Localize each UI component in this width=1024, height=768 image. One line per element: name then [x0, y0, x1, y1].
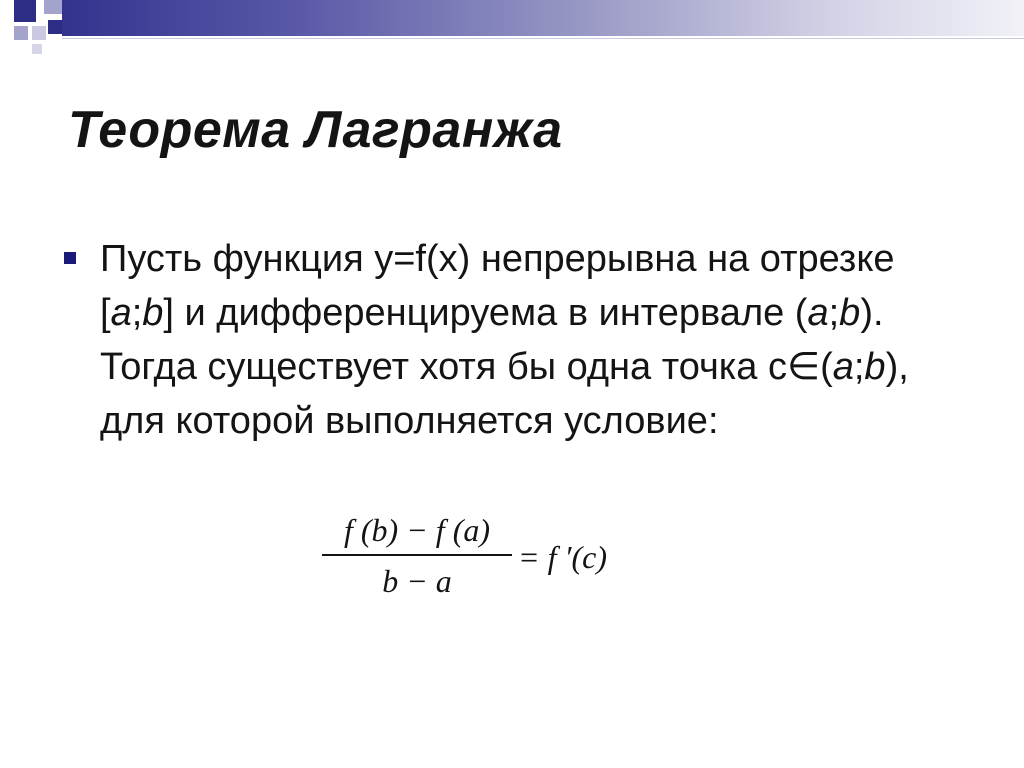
var-a: a: [807, 292, 829, 334]
decor-square: [14, 26, 28, 40]
formula-rhs: = f ′(c): [518, 539, 607, 575]
decor-square: [32, 44, 42, 54]
bullet-square-icon: [64, 252, 76, 264]
bullet-text: [100, 232, 960, 448]
decor-square: [48, 20, 62, 34]
var-b: b: [142, 292, 164, 334]
slide-title: Теорема Лагранжа: [68, 101, 563, 159]
text-segment: ), для которой выполняется условие:: [100, 346, 909, 442]
element-of-symbol: ∈: [786, 346, 821, 388]
text-segment: ;: [853, 346, 865, 388]
text-segment: ). Тогда существует хотя бы одна точка c: [100, 292, 884, 388]
var-b: b: [839, 292, 861, 334]
decor-square: [14, 0, 36, 22]
var-a: a: [832, 346, 854, 388]
decor-square: [32, 26, 46, 40]
formula-denominator: b − a: [382, 563, 452, 599]
text-segment: ;: [131, 292, 143, 334]
text-segment: ;: [828, 292, 840, 334]
formula-numerator: f (b) − f (a): [344, 512, 490, 548]
header-gradient-bar: [62, 0, 1024, 36]
lagrange-formula: [322, 510, 607, 604]
var-b: b: [864, 346, 886, 388]
var-a: a: [110, 292, 132, 334]
formula-fraction: [322, 510, 512, 604]
header-divider: [62, 38, 1024, 39]
text-segment: ] и дифференцируема в интервале (: [163, 292, 808, 334]
text-segment: Пусть функция y=f(x) непрерывна на отрезке [: [100, 238, 895, 334]
text-segment: (: [820, 346, 833, 388]
bullet-item: [62, 232, 962, 448]
decor-square: [44, 0, 62, 14]
